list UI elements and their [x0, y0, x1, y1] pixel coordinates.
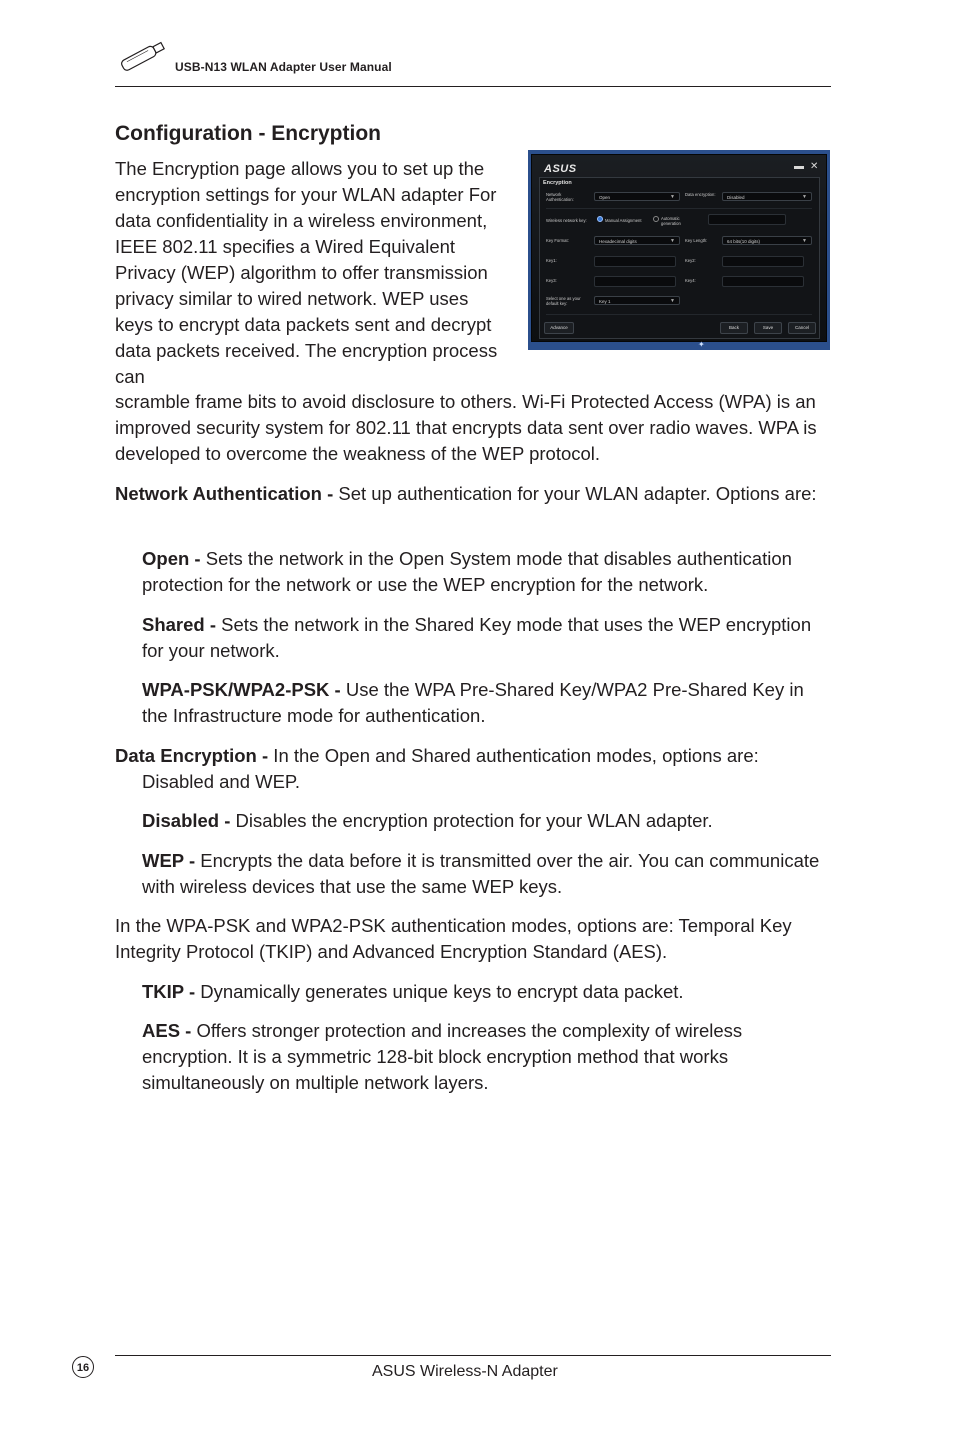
term-label: AES - [142, 1020, 192, 1041]
data-encryption-label: Data encryption: [685, 192, 716, 197]
term-description-continued: Disabled and WEP. [142, 771, 301, 792]
footer-divider [115, 1355, 831, 1356]
shared-paragraph [142, 612, 832, 664]
header-divider [115, 86, 831, 87]
network-auth-select [594, 192, 680, 201]
manual-radio [597, 216, 603, 222]
network-auth-value: Open [599, 195, 611, 200]
sparkle-icon: ✦ [698, 340, 705, 349]
key-length-select [722, 236, 812, 245]
term-label: TKIP - [142, 981, 196, 1002]
key1-label: Key1: [546, 258, 557, 263]
key-format-select [594, 236, 680, 245]
advance-button: Advance [544, 322, 574, 334]
term-label: WEP - [142, 850, 196, 871]
close-icon: ✕ [810, 161, 819, 172]
key-length-value: 64 bits(10 digits) [727, 239, 761, 244]
panel-title: Encryption [543, 180, 572, 186]
intro-paragraph-top: The Encryption page allows you to set up the encryption settings for your WLAN adapter For data confidentiality in a wireless environment, IEEE 802.11 specifies a Wired Equivalent Privacy (WEP) algorithm to offer transmission privacy similar to wired network. WEP uses keys to encrypt data packets sent and decrypt data packets received. The encryption process can [115, 158, 498, 387]
manual-title: USB-N13 WLAN Adapter User Manual [175, 60, 392, 74]
key2-label: Key2: [685, 258, 696, 263]
key-format-label: Key Format: [546, 238, 569, 243]
term-description: Offers stronger protection and increases the complexity of wireless encryption. It is a symmetric 128-bit block encryption method that works simultaneously on multiple network layers. [142, 1020, 743, 1093]
term-description: Dynamically generates unique keys to encrypt data packet. [195, 981, 684, 1002]
key-length-label: Key Length: [685, 238, 708, 243]
key3-field [594, 276, 676, 287]
divider [546, 208, 812, 209]
encryption-screenshot [528, 150, 830, 350]
term-description: Sets the network in the Open System mode that disables authentication protection for the network or use the WEP encryption for the network. [142, 548, 792, 595]
section-title: Configuration - Encryption [115, 122, 381, 145]
encryption-panel [539, 177, 820, 339]
automatic-label: Automatic generation [661, 216, 681, 226]
cancel-button: Cancel [788, 322, 816, 334]
footer-text: ASUS Wireless-N Adapter [372, 1363, 558, 1380]
term-label: Network Authentication - [115, 483, 334, 504]
key1-field [594, 256, 676, 267]
term-description: Set up authentication for your WLAN adapter. Options are: [333, 483, 817, 504]
key2-field [722, 256, 804, 267]
term-description: Sets the network in the Shared Key mode that uses the WEP encryption for your network. [142, 614, 812, 661]
open-paragraph [142, 546, 832, 598]
chevron-down-icon: ▼ [670, 194, 675, 200]
wireless-key-label: Wireless network key: [546, 218, 587, 223]
utility-window [531, 154, 827, 342]
term-label: WPA-PSK/WPA2-PSK - [142, 679, 341, 700]
wep-paragraph [142, 848, 832, 900]
term-description: Disables the encryption protection for your WLAN adapter. [230, 810, 713, 831]
divider [546, 314, 812, 315]
data-encryption-paragraph [115, 743, 831, 795]
default-key-select [594, 296, 680, 305]
aes-paragraph [142, 1018, 832, 1096]
manual-label: Manual Assignment [605, 218, 642, 223]
default-key-value: Key 1 [599, 299, 611, 304]
save-button: Save [754, 322, 782, 334]
back-button: Back [720, 322, 748, 334]
automatic-radio [653, 216, 659, 222]
wpa-psk-paragraph [142, 677, 832, 729]
chevron-down-icon: ▼ [802, 194, 807, 200]
network-authentication-paragraph [115, 481, 831, 507]
key3-label: Key3: [546, 278, 557, 283]
term-label: Open - [142, 548, 201, 569]
intro-paragraph-bottom: scramble frame bits to avoid disclosure to others. Wi-Fi Protected Access (WPA) is an improved security system for 802.11 that encrypts data sent over radio waves. WPA is developed to overcome the weakness of the WEP protocol. [115, 391, 817, 464]
chevron-down-icon: ▼ [670, 298, 675, 304]
minimize-icon: ▬ [794, 161, 804, 172]
term-label: Data Encryption - [115, 745, 269, 766]
data-encryption-select [722, 192, 812, 201]
key4-label: Key4: [685, 278, 696, 283]
key-generation-field [708, 214, 786, 225]
term-description: Encrypts the data before it is transmitted over the air. You can communicate with wireless devices that use the same WEP keys. [142, 850, 820, 897]
term-description: In the Open and Shared authentication modes, options are: [268, 745, 759, 766]
usb-adapter-icon [116, 38, 168, 74]
disabled-paragraph [142, 808, 832, 834]
term-label: Shared - [142, 614, 217, 635]
asus-logo: ASUS [544, 163, 577, 175]
key4-field [722, 276, 804, 287]
term-label: Disabled - [142, 810, 231, 831]
chevron-down-icon: ▼ [802, 238, 807, 244]
wpa-modes-paragraph: In the WPA-PSK and WPA2-PSK authentication modes, options are: Temporal Key Integrity Protocol (TKIP) and Advanced Encryption Standard (AES). [115, 915, 792, 962]
tkip-paragraph [142, 979, 832, 1005]
network-auth-label: Network Authentication: [546, 192, 574, 202]
data-encryption-value: Disabled [727, 195, 745, 200]
key-format-value: Hexadecimal digits [599, 239, 637, 244]
term-description: Use the WPA Pre-Shared Key/WPA2 Pre-Shared Key in the Infrastructure mode for authentication. [142, 679, 804, 726]
chevron-down-icon: ▼ [670, 238, 675, 244]
default-key-label: Select one as your default key: [546, 296, 581, 306]
page-number: 16 [72, 1356, 94, 1378]
